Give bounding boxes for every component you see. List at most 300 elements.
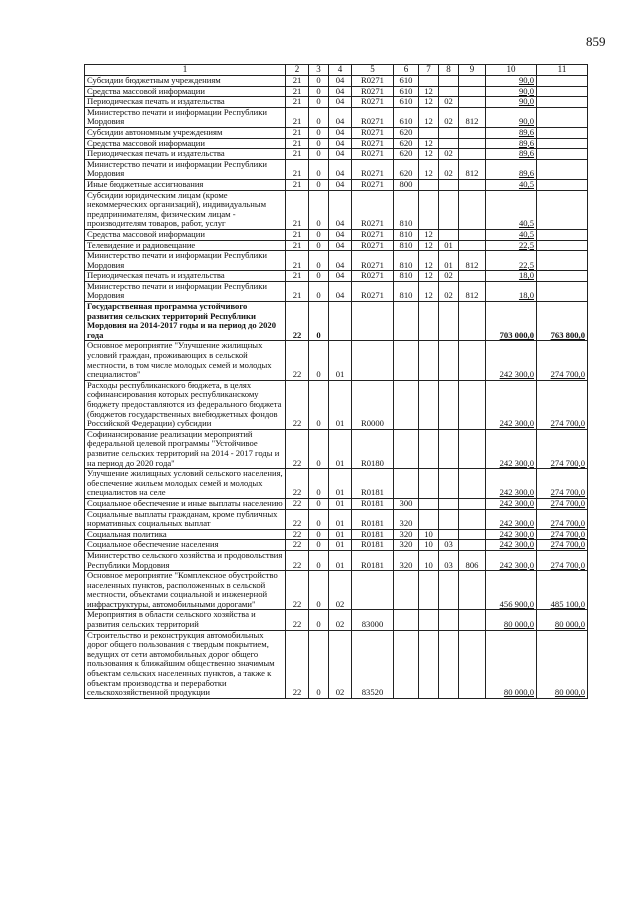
table-cell: 0 bbox=[309, 179, 329, 190]
table-cell: 10 bbox=[419, 550, 439, 570]
table-cell bbox=[486, 190, 537, 229]
table-cell: 12 bbox=[419, 107, 439, 127]
column-header: 8 bbox=[439, 65, 459, 76]
table-row bbox=[85, 159, 588, 179]
table-row bbox=[85, 127, 588, 138]
amount-value: 274 700,0 bbox=[550, 559, 585, 570]
table-cell bbox=[439, 571, 459, 610]
table-cell: 810 bbox=[394, 271, 419, 282]
table-cell: Иные бюджетные ассигнования bbox=[85, 179, 286, 190]
amount-value: 274 700,0 bbox=[550, 487, 585, 498]
table-cell bbox=[419, 509, 439, 529]
table-cell: 620 bbox=[394, 159, 419, 179]
table-cell: 02 bbox=[439, 107, 459, 127]
table-cell: 0 bbox=[309, 138, 329, 149]
table-row bbox=[85, 271, 588, 282]
amount-value: 22,5 bbox=[518, 240, 534, 250]
table-cell: 01 bbox=[439, 251, 459, 271]
amount-value: 274 700,0 bbox=[550, 539, 585, 550]
table-cell bbox=[486, 179, 537, 190]
table-cell: 02 bbox=[329, 610, 352, 630]
table-cell bbox=[439, 86, 459, 97]
table-cell: 02 bbox=[439, 271, 459, 282]
table-cell bbox=[486, 571, 537, 610]
table-cell: Социальное обеспечение и иные выплаты населению bbox=[85, 498, 286, 509]
table-cell bbox=[394, 571, 419, 610]
table-row bbox=[85, 540, 588, 551]
table-cell: Периодическая печать и издательства bbox=[85, 97, 286, 108]
table-cell: Периодическая печать и издательства bbox=[85, 271, 286, 282]
table-cell bbox=[459, 498, 486, 509]
table-cell: 21 bbox=[286, 190, 309, 229]
table-cell: 12 bbox=[419, 240, 439, 251]
table-cell: R0181 bbox=[352, 540, 394, 551]
table-cell: R0271 bbox=[352, 149, 394, 160]
table-cell: 320 bbox=[394, 529, 419, 540]
column-header: 11 bbox=[537, 65, 588, 76]
amount-value: 274 700,0 bbox=[550, 529, 585, 539]
table-cell bbox=[537, 229, 588, 240]
table-cell bbox=[459, 149, 486, 160]
table-cell bbox=[394, 429, 419, 468]
table-cell: R0181 bbox=[352, 509, 394, 529]
table-cell: 22 bbox=[286, 529, 309, 540]
table-row bbox=[85, 610, 588, 630]
table-cell: Средства массовой информации bbox=[85, 229, 286, 240]
table-cell bbox=[486, 159, 537, 179]
table-cell: Субсидии автономным учреждениям bbox=[85, 127, 286, 138]
table-cell: 610 bbox=[394, 97, 419, 108]
table-cell bbox=[459, 86, 486, 97]
amount-value: 80 000,0 bbox=[503, 619, 534, 630]
table-cell: 01 bbox=[329, 509, 352, 529]
table-cell bbox=[439, 76, 459, 87]
table-cell bbox=[419, 341, 439, 380]
table-cell bbox=[486, 281, 537, 301]
table-cell bbox=[537, 179, 588, 190]
table-cell bbox=[419, 190, 439, 229]
table-cell: 10 bbox=[419, 529, 439, 540]
table-cell bbox=[537, 540, 588, 551]
table-cell: 22 bbox=[286, 380, 309, 429]
table-cell bbox=[352, 571, 394, 610]
amount-value: 274 700,0 bbox=[550, 418, 585, 429]
table-body bbox=[85, 76, 588, 699]
table-cell: 0 bbox=[309, 97, 329, 108]
table-cell bbox=[486, 429, 537, 468]
table-cell: 04 bbox=[329, 97, 352, 108]
table-row bbox=[85, 341, 588, 380]
table-cell: 21 bbox=[286, 229, 309, 240]
table-cell bbox=[537, 107, 588, 127]
table-cell: R0271 bbox=[352, 190, 394, 229]
table-cell bbox=[459, 610, 486, 630]
column-header: 3 bbox=[309, 65, 329, 76]
table-cell: 01 bbox=[329, 341, 352, 380]
table-cell: 04 bbox=[329, 76, 352, 87]
table-cell: 0 bbox=[309, 341, 329, 380]
table-cell: 21 bbox=[286, 179, 309, 190]
table-cell: R0181 bbox=[352, 529, 394, 540]
table-cell bbox=[459, 76, 486, 87]
table-cell: 610 bbox=[394, 86, 419, 97]
table-cell bbox=[419, 302, 439, 341]
table-cell: 04 bbox=[329, 190, 352, 229]
table-cell: 0 bbox=[309, 429, 329, 468]
table-cell: 0 bbox=[309, 240, 329, 251]
table-cell bbox=[439, 498, 459, 509]
table-cell: R0271 bbox=[352, 107, 394, 127]
table-cell bbox=[486, 498, 537, 509]
table-cell bbox=[394, 610, 419, 630]
table-cell: R0181 bbox=[352, 469, 394, 499]
table-cell bbox=[394, 341, 419, 380]
table-cell bbox=[537, 302, 588, 341]
table-cell: R0271 bbox=[352, 229, 394, 240]
table-cell bbox=[394, 469, 419, 499]
amount-value: 242 300,0 bbox=[499, 529, 534, 539]
table-cell bbox=[419, 127, 439, 138]
table-row bbox=[85, 509, 588, 529]
table-cell bbox=[459, 97, 486, 108]
amount-value: 18,0 bbox=[518, 290, 534, 301]
amount-value: 485 100,0 bbox=[550, 598, 585, 609]
amount-value: 242 300,0 bbox=[499, 559, 534, 570]
table-cell: 300 bbox=[394, 498, 419, 509]
table-cell: R0181 bbox=[352, 498, 394, 509]
table-cell: R0271 bbox=[352, 271, 394, 282]
amount-value: 89,6 bbox=[518, 127, 534, 137]
table-cell bbox=[459, 429, 486, 468]
table-cell: 0 bbox=[309, 127, 329, 138]
table-row bbox=[85, 240, 588, 251]
table-cell bbox=[486, 86, 537, 97]
table-row bbox=[85, 571, 588, 610]
table-cell bbox=[486, 469, 537, 499]
table-cell: Министерство сельского хозяйства и продовольствия Республики Мордовия bbox=[85, 550, 286, 570]
table-cell: 12 bbox=[419, 229, 439, 240]
amount-value: 274 700,0 bbox=[550, 518, 585, 529]
table-cell: Основное мероприятие "Комплексное обустройство населенных пунктов, расположенных в сельской местности, объектами социальной и инженерной инфраструктуры, автомобильными дорогами" bbox=[85, 571, 286, 610]
table-cell bbox=[537, 190, 588, 229]
table-cell: 83000 bbox=[352, 610, 394, 630]
table-cell: 21 bbox=[286, 97, 309, 108]
amount-value: 40,5 bbox=[518, 218, 534, 229]
table-cell: 04 bbox=[329, 229, 352, 240]
table-cell bbox=[537, 251, 588, 271]
table-cell: 21 bbox=[286, 127, 309, 138]
table-cell: 04 bbox=[329, 179, 352, 190]
table-cell bbox=[486, 302, 537, 341]
table-cell: Социальное обеспечение населения bbox=[85, 540, 286, 551]
table-cell: 21 bbox=[286, 281, 309, 301]
amount-value: 90,0 bbox=[518, 116, 534, 127]
table-cell bbox=[486, 251, 537, 271]
table-cell bbox=[486, 509, 537, 529]
amount-value: 242 300,0 bbox=[499, 487, 534, 498]
table-cell: 01 bbox=[329, 429, 352, 468]
table-cell bbox=[486, 97, 537, 108]
table-cell bbox=[537, 380, 588, 429]
table-cell: Периодическая печать и издательства bbox=[85, 149, 286, 160]
table-cell bbox=[486, 630, 537, 698]
table-cell bbox=[439, 529, 459, 540]
table-cell: 02 bbox=[439, 281, 459, 301]
table-cell bbox=[537, 127, 588, 138]
table-cell bbox=[419, 630, 439, 698]
table-cell bbox=[537, 86, 588, 97]
table-cell: R0271 bbox=[352, 179, 394, 190]
table-row bbox=[85, 429, 588, 468]
page-number: 859 bbox=[586, 34, 606, 49]
table-cell bbox=[537, 498, 588, 509]
table-cell: 21 bbox=[286, 86, 309, 97]
table-cell bbox=[419, 429, 439, 468]
table-cell bbox=[486, 240, 537, 251]
table-cell bbox=[537, 149, 588, 160]
table-cell bbox=[439, 469, 459, 499]
table-cell bbox=[419, 498, 439, 509]
table-cell bbox=[459, 529, 486, 540]
amount-value: 80 000,0 bbox=[503, 687, 534, 698]
table-cell: 810 bbox=[394, 251, 419, 271]
table-cell bbox=[459, 380, 486, 429]
table-cell bbox=[439, 380, 459, 429]
amount-value: 90,0 bbox=[518, 75, 534, 85]
column-header: 2 bbox=[286, 65, 309, 76]
table-cell: 12 bbox=[419, 159, 439, 179]
column-header: 5 bbox=[352, 65, 394, 76]
table-cell bbox=[459, 179, 486, 190]
amount-value: 90,0 bbox=[518, 96, 534, 107]
table-row bbox=[85, 138, 588, 149]
table-cell: 12 bbox=[419, 97, 439, 108]
table-cell: 21 bbox=[286, 271, 309, 282]
table-cell bbox=[537, 550, 588, 570]
table-cell: 21 bbox=[286, 107, 309, 127]
table-cell: 12 bbox=[419, 251, 439, 271]
table-cell: 0 bbox=[309, 630, 329, 698]
table-cell: Основное мероприятие "Улучшение жилищных условий граждан, проживающих в сельской местности, в том числе молодых семей и молодых специалистов" bbox=[85, 341, 286, 380]
amount-value: 703 000,0 bbox=[499, 329, 534, 340]
amount-value: 80 000,0 bbox=[554, 687, 585, 698]
amount-value: 242 300,0 bbox=[499, 539, 534, 550]
amount-value: 89,6 bbox=[518, 148, 534, 159]
table-row bbox=[85, 107, 588, 127]
table-cell: 812 bbox=[459, 107, 486, 127]
table-cell bbox=[537, 529, 588, 540]
table-row bbox=[85, 281, 588, 301]
table-cell: 22 bbox=[286, 610, 309, 630]
table-cell: 12 bbox=[419, 149, 439, 160]
amount-value: 242 300,0 bbox=[499, 418, 534, 429]
table-cell: 812 bbox=[459, 281, 486, 301]
table-cell bbox=[394, 380, 419, 429]
table-cell: 0 bbox=[309, 76, 329, 87]
table-cell: 810 bbox=[394, 240, 419, 251]
table-cell: 22 bbox=[286, 571, 309, 610]
table-cell: 22 bbox=[286, 550, 309, 570]
table-cell bbox=[537, 469, 588, 499]
table-cell: 21 bbox=[286, 251, 309, 271]
table-cell bbox=[419, 76, 439, 87]
table-cell: 22 bbox=[286, 498, 309, 509]
table-cell bbox=[537, 341, 588, 380]
table-cell: Государственная программа устойчивого развития сельских территорий Республики Мордовия на 2014-2017 годы и на период до 2020 года bbox=[85, 302, 286, 341]
table-row bbox=[85, 630, 588, 698]
table-cell: 21 bbox=[286, 138, 309, 149]
amount-value: 40,5 bbox=[518, 179, 534, 189]
table-cell bbox=[486, 149, 537, 160]
table-cell: 21 bbox=[286, 240, 309, 251]
table-cell bbox=[486, 380, 537, 429]
table-cell bbox=[394, 302, 419, 341]
table-cell bbox=[439, 610, 459, 630]
table-cell: 04 bbox=[329, 86, 352, 97]
amount-value: 18,0 bbox=[518, 270, 534, 281]
table-cell: 01 bbox=[439, 240, 459, 251]
table-cell bbox=[537, 271, 588, 282]
table-cell bbox=[419, 469, 439, 499]
table-cell bbox=[459, 302, 486, 341]
table-cell: 04 bbox=[329, 149, 352, 160]
table-cell bbox=[486, 610, 537, 630]
table-cell: R0000 bbox=[352, 380, 394, 429]
table-cell: 02 bbox=[329, 571, 352, 610]
table-cell bbox=[459, 571, 486, 610]
table-cell: 12 bbox=[419, 281, 439, 301]
table-cell bbox=[459, 341, 486, 380]
table-cell: 320 bbox=[394, 540, 419, 551]
table-cell bbox=[439, 302, 459, 341]
table-cell: 0 bbox=[309, 380, 329, 429]
table-cell: 810 bbox=[394, 229, 419, 240]
table-cell: 806 bbox=[459, 550, 486, 570]
amount-value: 80 000,0 bbox=[554, 619, 585, 630]
column-header: 7 bbox=[419, 65, 439, 76]
table-cell: 83520 bbox=[352, 630, 394, 698]
table-cell bbox=[486, 550, 537, 570]
table-cell: R0271 bbox=[352, 251, 394, 271]
amount-value: 274 700,0 bbox=[550, 457, 585, 468]
table-cell bbox=[419, 610, 439, 630]
table-cell bbox=[537, 281, 588, 301]
column-header: 1 bbox=[85, 65, 286, 76]
table-cell: R0271 bbox=[352, 127, 394, 138]
table-cell: R0271 bbox=[352, 97, 394, 108]
amount-value: 242 300,0 bbox=[499, 498, 534, 508]
table-cell: 01 bbox=[329, 380, 352, 429]
table-cell bbox=[537, 240, 588, 251]
table-cell: Министерство печати и информации Республики Мордовия bbox=[85, 251, 286, 271]
table-cell bbox=[459, 138, 486, 149]
table-cell: 04 bbox=[329, 240, 352, 251]
table-cell bbox=[439, 630, 459, 698]
table-cell: R0181 bbox=[352, 550, 394, 570]
table-cell: 12 bbox=[419, 138, 439, 149]
table-row bbox=[85, 179, 588, 190]
table-cell: 0 bbox=[309, 550, 329, 570]
table-cell: 01 bbox=[329, 540, 352, 551]
table-cell bbox=[537, 97, 588, 108]
table-cell: 0 bbox=[309, 190, 329, 229]
amount-value: 89,6 bbox=[518, 168, 534, 179]
table-row bbox=[85, 529, 588, 540]
table-cell: 812 bbox=[459, 159, 486, 179]
table-cell: 0 bbox=[309, 610, 329, 630]
table-cell: 610 bbox=[394, 76, 419, 87]
table-cell bbox=[459, 127, 486, 138]
table-cell: 0 bbox=[309, 271, 329, 282]
table-cell: 620 bbox=[394, 138, 419, 149]
table-cell bbox=[439, 229, 459, 240]
column-header: 6 bbox=[394, 65, 419, 76]
table-row bbox=[85, 229, 588, 240]
table-cell bbox=[352, 302, 394, 341]
table-row bbox=[85, 149, 588, 160]
table-cell bbox=[439, 509, 459, 529]
table-header-row bbox=[85, 65, 588, 76]
table-cell bbox=[439, 341, 459, 380]
table-cell: 04 bbox=[329, 159, 352, 179]
column-header: 10 bbox=[486, 65, 537, 76]
table-row bbox=[85, 190, 588, 229]
table-cell: 03 bbox=[439, 550, 459, 570]
table-cell: 0 bbox=[309, 571, 329, 610]
table-cell: 21 bbox=[286, 149, 309, 160]
table-cell bbox=[486, 127, 537, 138]
table-cell: R0271 bbox=[352, 138, 394, 149]
table-cell: 21 bbox=[286, 76, 309, 87]
table-cell: 0 bbox=[309, 529, 329, 540]
table-cell: 12 bbox=[419, 271, 439, 282]
table-cell: Средства массовой информации bbox=[85, 138, 286, 149]
table-cell: 01 bbox=[329, 498, 352, 509]
amount-value: 22,5 bbox=[518, 259, 534, 270]
table-cell bbox=[537, 138, 588, 149]
table-cell: 22 bbox=[286, 302, 309, 341]
table-row bbox=[85, 469, 588, 499]
table-cell bbox=[459, 271, 486, 282]
table-cell: 04 bbox=[329, 251, 352, 271]
table-cell bbox=[459, 229, 486, 240]
table-cell bbox=[419, 571, 439, 610]
table-cell: Телевидение и радиовещание bbox=[85, 240, 286, 251]
table-cell: 22 bbox=[286, 429, 309, 468]
table-cell: 0 bbox=[309, 469, 329, 499]
table-cell: 21 bbox=[286, 159, 309, 179]
table-cell: 22 bbox=[286, 509, 309, 529]
table-cell: 22 bbox=[286, 630, 309, 698]
table-cell bbox=[459, 540, 486, 551]
amount-value: 242 300,0 bbox=[499, 518, 534, 529]
budget-table bbox=[84, 64, 588, 699]
table-cell bbox=[486, 229, 537, 240]
table-cell: 02 bbox=[439, 149, 459, 160]
table-cell: R0271 bbox=[352, 76, 394, 87]
table-cell: 03 bbox=[439, 540, 459, 551]
table-cell bbox=[419, 380, 439, 429]
table-cell: Социальные выплаты гражданам, кроме публичных нормативных социальных выплат bbox=[85, 509, 286, 529]
table-cell bbox=[419, 179, 439, 190]
table-cell: Министерство печати и информации Республики Мордовия bbox=[85, 107, 286, 127]
amount-value: 274 700,0 bbox=[550, 498, 585, 508]
table-row bbox=[85, 498, 588, 509]
table-cell bbox=[439, 127, 459, 138]
table-cell bbox=[486, 341, 537, 380]
table-cell bbox=[486, 138, 537, 149]
table-cell: Мероприятия в области сельского хозяйства и развития сельских территорий bbox=[85, 610, 286, 630]
